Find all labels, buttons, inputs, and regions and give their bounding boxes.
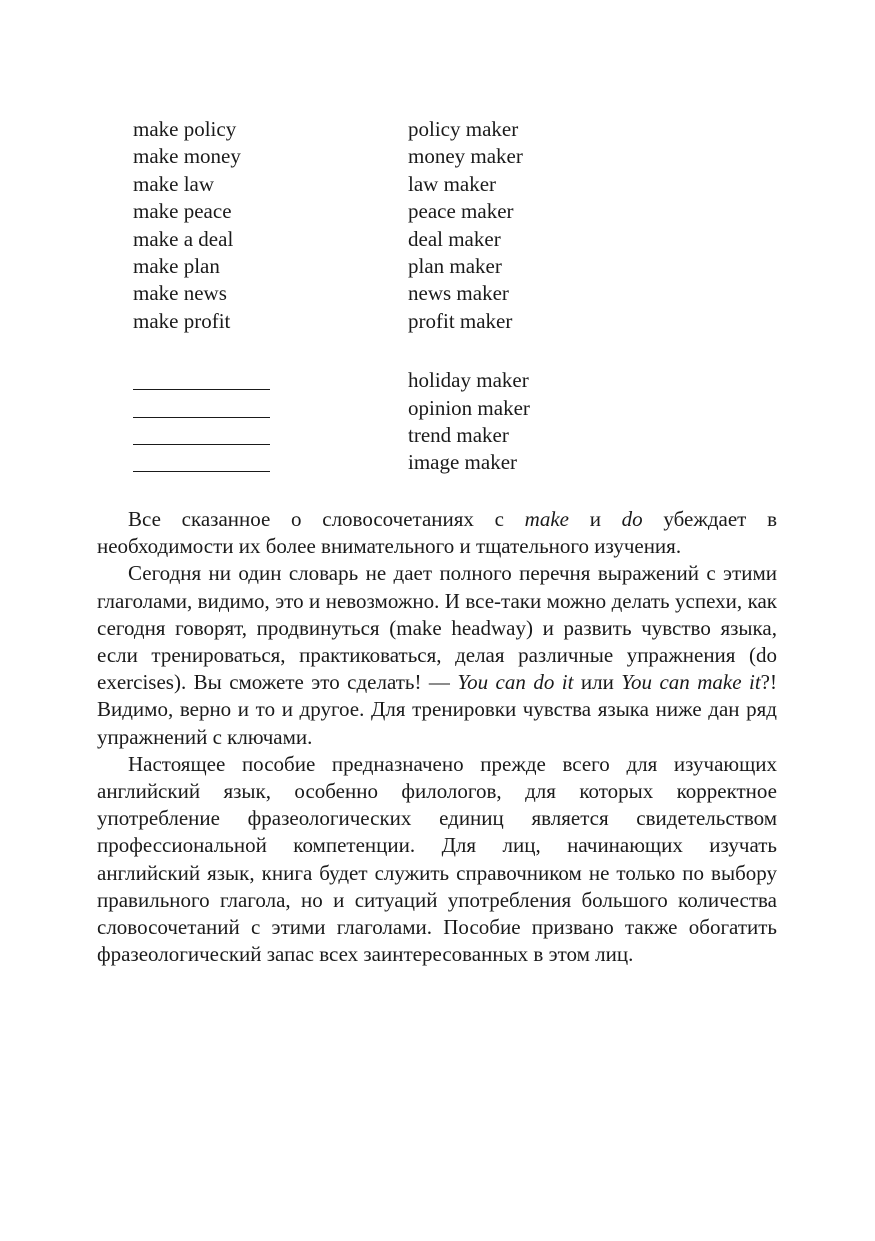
verb-phrase: make plan — [133, 253, 220, 278]
noun-compound: opinion maker — [408, 395, 530, 420]
body-text — [97, 506, 777, 968]
noun-compound: trend maker — [408, 422, 509, 447]
verb-phrase: make profit — [133, 308, 231, 333]
collocation-row — [133, 253, 693, 280]
collocation-row — [133, 226, 693, 253]
italic-term: You can do it — [457, 670, 574, 695]
italic-term: make — [524, 507, 569, 531]
italic-term: do — [621, 507, 643, 531]
collocation-row — [133, 171, 693, 198]
spacer — [133, 335, 693, 367]
blank-row — [133, 449, 693, 476]
verb-phrase: make news — [133, 281, 227, 306]
text-run: Сегодня ни один словарь не дает полного перечня выражений с этими глаголами, видимо, это и невозможно. И все-таки можно делать успехи, как сегодня говорят, продвинуться (make headway) и развить чувство языка, если тренироваться, практиковаться, делая различные упражнения (do exercises). Вы сможете это сделать! — — [97, 561, 777, 695]
text-run: убеждает в необходимости их более внимательного и тщательного изучения. — [97, 507, 777, 559]
text-run: ?! Видимо, верно и то и другое. Для тренировки чувства языка ниже дан ряд упражнений с ключами. — [97, 670, 777, 749]
noun-compound: law maker — [408, 171, 497, 196]
noun-compound: holiday maker — [408, 368, 529, 393]
verb-phrase: make a deal — [133, 226, 234, 251]
collocation-row — [133, 198, 693, 225]
fill-in-blank — [133, 367, 270, 390]
collocation-row — [133, 143, 693, 170]
collocation-table — [133, 116, 693, 477]
noun-compound: peace maker — [408, 199, 514, 224]
noun-compound: image maker — [408, 450, 518, 475]
text-run: и — [568, 507, 622, 531]
noun-compound: money maker — [408, 144, 523, 169]
collocation-row — [133, 116, 693, 143]
blank-row — [133, 395, 693, 422]
fill-in-blank — [133, 422, 270, 445]
noun-compound: plan maker — [408, 253, 502, 278]
italic-term: You can make it — [621, 670, 761, 695]
text-run: Все сказанное о словосочетаниях с — [128, 507, 525, 531]
fill-in-blank — [133, 449, 270, 472]
blank-row — [133, 422, 693, 449]
blank-row — [133, 367, 693, 394]
text-run: или — [573, 670, 622, 695]
paragraph — [97, 506, 777, 560]
verb-phrase: make law — [133, 171, 215, 196]
collocation-row — [133, 308, 693, 335]
noun-compound: news maker — [408, 281, 509, 306]
paragraph: Настоящее пособие предназначено прежде всего для изучающих английский язык, особенно филологов, для которых корректное употребление фразеологических единиц является свидетельством профессиональной компетенции. Для лиц, начинающих изучать английский язык, книга будет служить справочником не только по выбору правильного глагола, но и ситуаций употребления большого количества словосочетаний с этими глаголами. Пособие призвано также обогатить фразеологический запас всех заинтересованных в этом лиц. — [97, 751, 777, 967]
noun-compound: deal maker — [408, 226, 501, 251]
noun-compound: policy maker — [408, 117, 519, 141]
verb-phrase: make peace — [133, 199, 232, 224]
fill-in-blank — [133, 395, 270, 418]
verb-phrase: make money — [133, 144, 241, 169]
paragraph — [97, 560, 777, 750]
collocation-row — [133, 280, 693, 307]
noun-compound: profit maker — [408, 308, 513, 333]
verb-phrase: make policy — [133, 117, 237, 141]
